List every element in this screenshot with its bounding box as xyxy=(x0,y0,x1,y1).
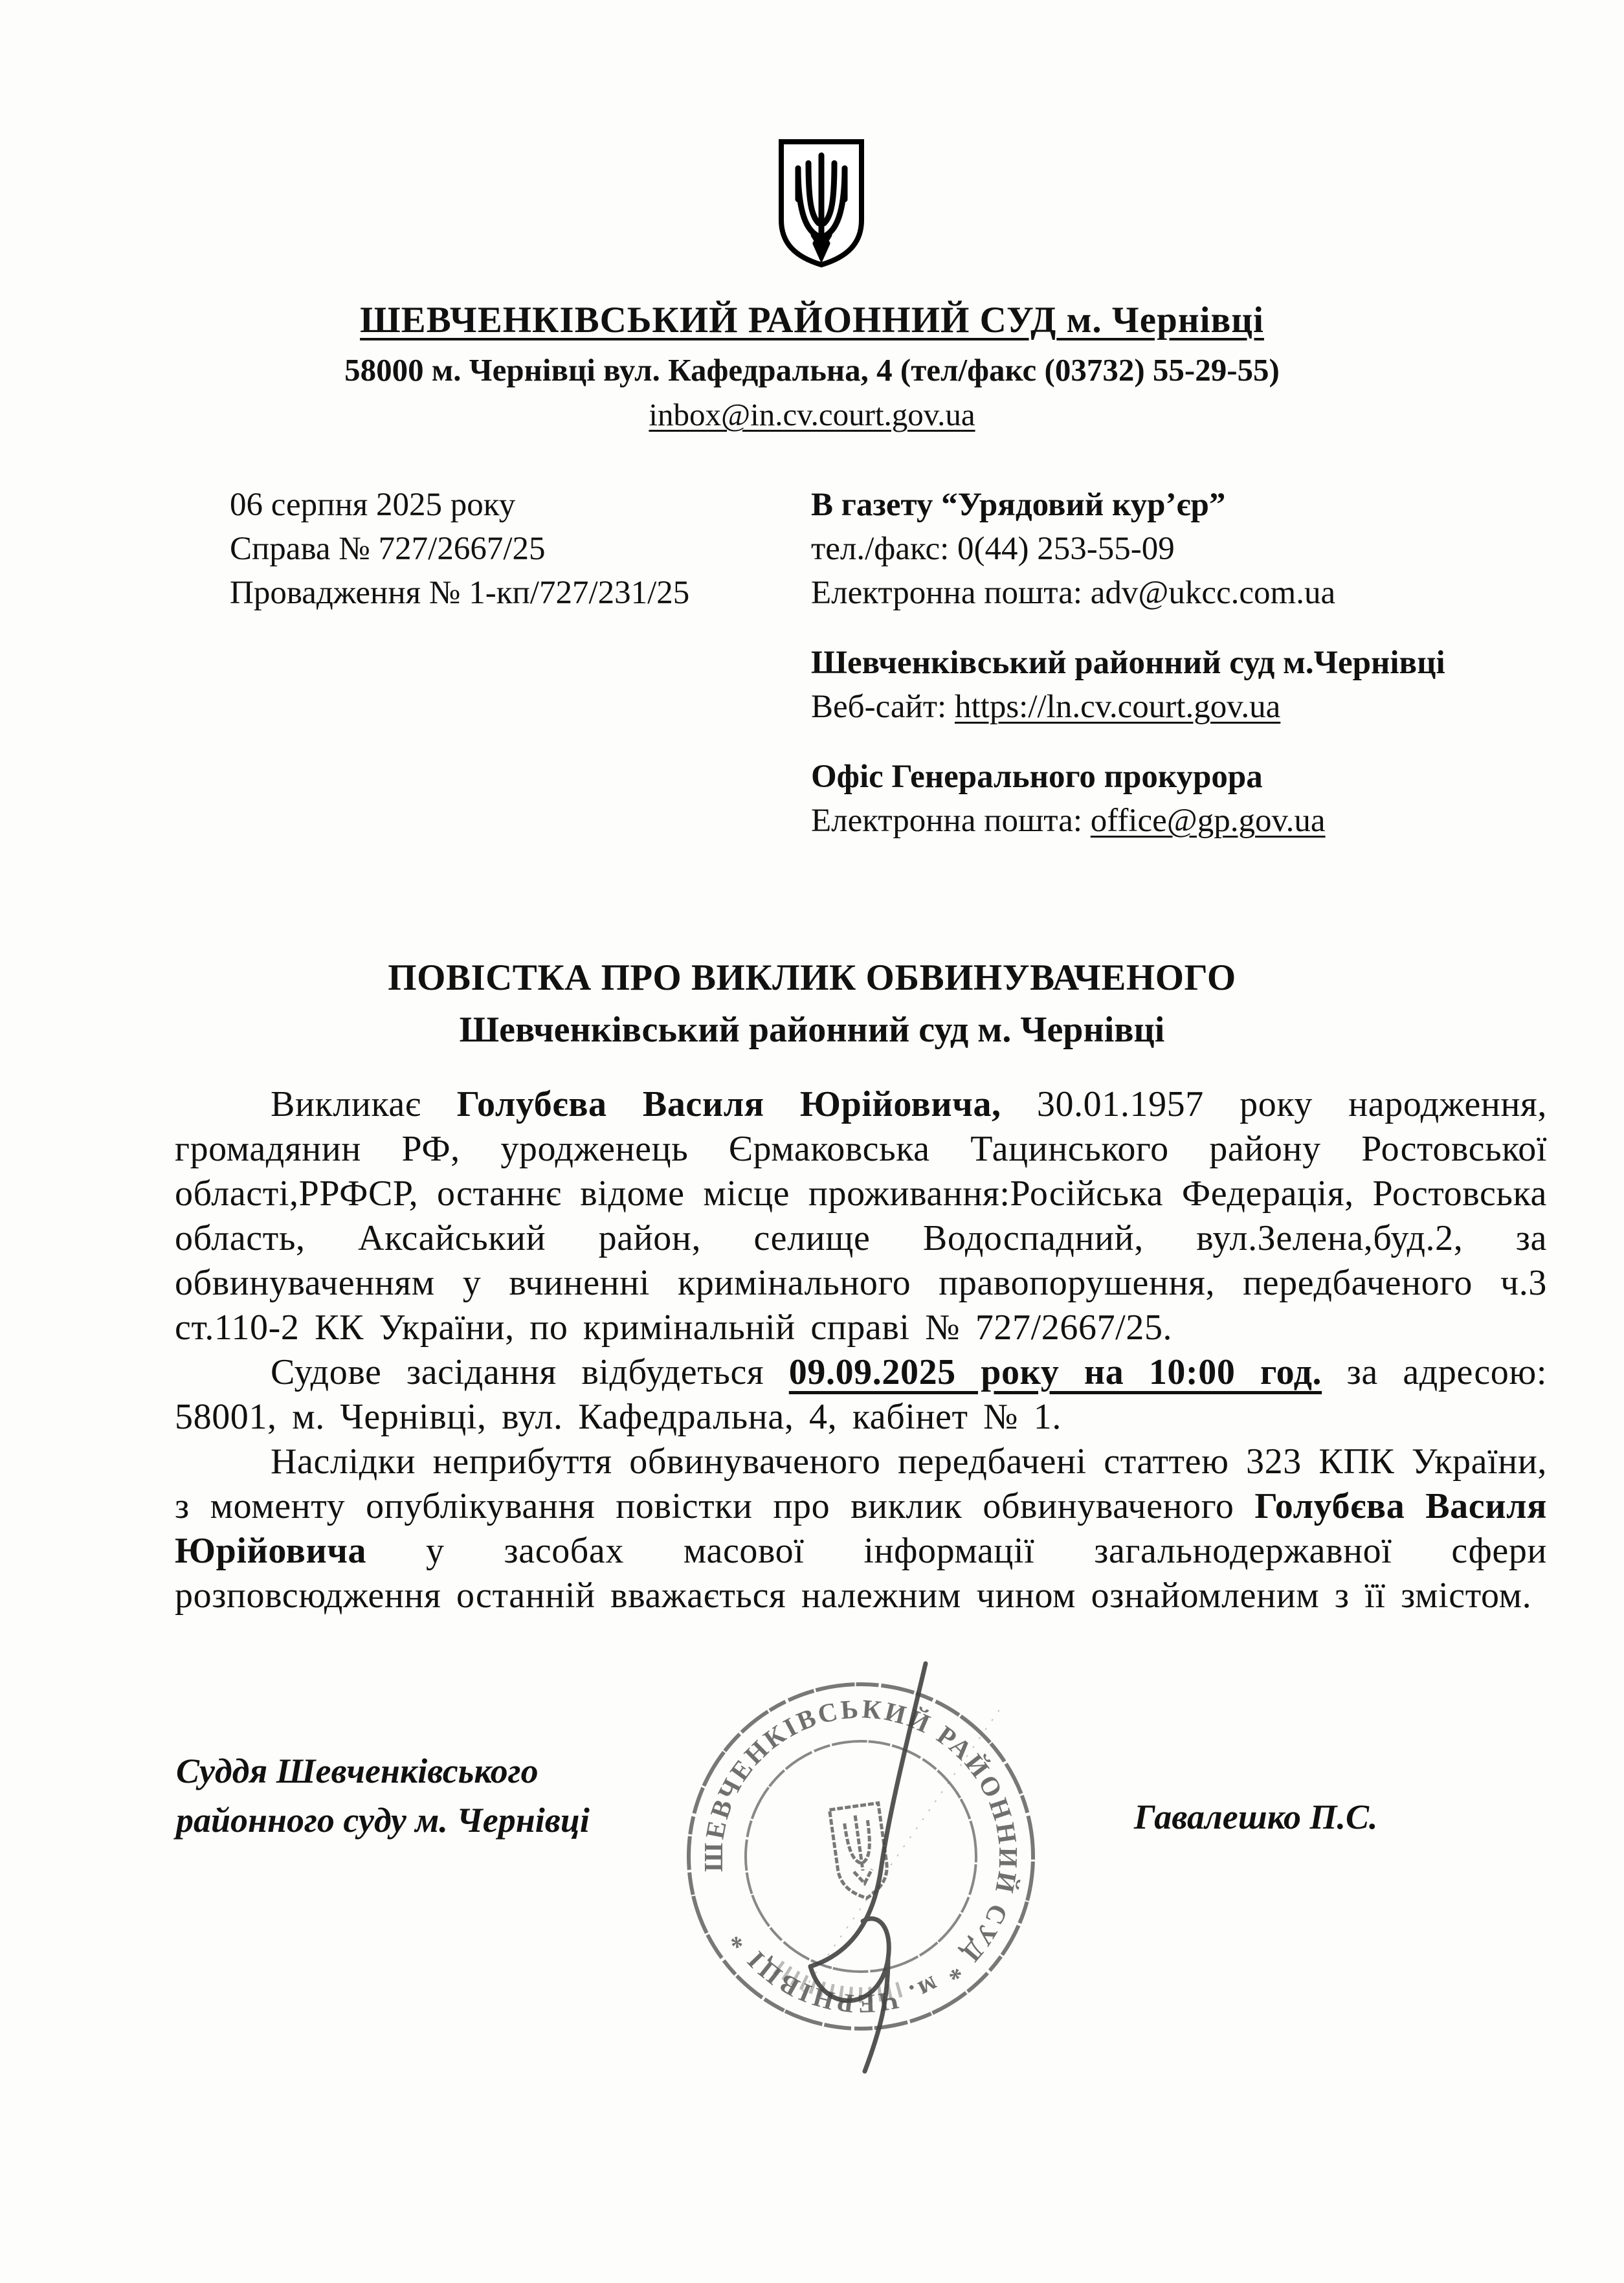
p1-rest: 30.01.1957 року народження, громадянин РФ, уродженець Єрмаковська Тацинського району Ростовської області,РРФСР, останнє відоме місце проживання:Російська Федерація, Ростовська область, Аксайський район, селище Водоспадний, вул.Зелена,буд.2, за обвинуваченням у вчиненні кримінального правопорушення, передбаченого ч.3 ст.110-2 КК України, по кримінальній справі № 727/2667/25. xyxy=(175,1084,1547,1348)
letterhead xyxy=(0,299,1624,433)
judge-role-block xyxy=(176,1746,590,1845)
summons-body xyxy=(175,1082,1547,1618)
p2-lead: Судове засідання відбудеться xyxy=(271,1352,789,1392)
judge-name: Гавалешко П.С. xyxy=(1134,1798,1378,1836)
court-name: ШЕВЧЕНКІВСЬКИЙ РАЙОННИЙ СУД xyxy=(360,300,1057,340)
accused-name: Голубєва Василя Юрійовича, xyxy=(456,1084,1001,1124)
recipient-newspaper-email-line xyxy=(811,571,1445,615)
recipient-newspaper-title: В газету “Урядовий кур’єр” xyxy=(811,487,1226,523)
letterhead-address: 58000 м. Чернівці вул. Кафедральна, 4 (тел/факс (03732) 55-29-55) xyxy=(344,352,1280,388)
recipient-court xyxy=(811,641,1445,729)
document-title: ПОВІСТКА ПРО ВИКЛИК ОБВИНУВАЧЕНОГО xyxy=(388,957,1236,998)
coat-of-arms-icon xyxy=(776,137,867,269)
case-number: Справа № 727/2667/25 xyxy=(230,531,546,567)
document-date: 06 серпня 2025 року xyxy=(230,487,516,523)
proceeding-number: Провадження № 1-кп/727/231/25 xyxy=(230,575,690,611)
court-website-url: https://ln.cv.court.gov.ua xyxy=(954,689,1281,725)
letterhead-email xyxy=(0,396,1624,433)
newspaper-email: adv@ukcc.com.ua xyxy=(1090,575,1336,611)
letterhead-court-line xyxy=(0,299,1624,341)
case-meta-block xyxy=(230,483,689,615)
hearing-datetime: 09.09.2025 року на 10:00 год. xyxy=(788,1352,1322,1392)
recipient-court-site-line xyxy=(811,685,1445,729)
prosecutor-email: office@gp.gov.ua xyxy=(1090,803,1326,839)
letterhead-email-text: inbox@in.cv.court.gov.ua xyxy=(649,397,975,432)
court-seal-stamp xyxy=(665,1654,1074,2092)
paragraph-summons xyxy=(175,1082,1547,1350)
recipient-prosecutor-email-line xyxy=(811,799,1445,843)
paragraph-hearing xyxy=(175,1350,1547,1440)
document-title-block xyxy=(0,957,1624,1051)
recipients-column xyxy=(811,483,1445,843)
p1-lead: Викликає xyxy=(271,1084,457,1124)
email-label: Електронна пошта: xyxy=(811,803,1091,839)
recipient-prosecutor xyxy=(811,755,1445,843)
p3-lead: Наслідки неприбуття обвинуваченого передбачені статтею 323 КПК України, з моменту опублікування повістки про виклик обвинуваченого xyxy=(175,1442,1547,1526)
website-label: Веб-сайт: xyxy=(811,689,955,725)
recipient-prosecutor-title: Офіс Генерального прокурора xyxy=(811,759,1263,795)
document-subtitle: Шевченківський районний суд м. Чернівці xyxy=(459,1010,1165,1050)
p3-rest: у засобах масової інформації загальнодержавної сфери розповсюдження останній вважається належним чином ознайомленим з її змістом. xyxy=(175,1531,1547,1616)
recipient-newspaper xyxy=(811,483,1445,615)
paragraph-consequences xyxy=(175,1440,1547,1618)
seal-ring-text: ШЕВЧЕНКІВСЬКИЙ РАЙОННИЙ СУД * м. ЧЕРНІВЦІ * xyxy=(698,1693,1024,2020)
judge-role-line2: районного суду м. Чернівці xyxy=(176,1801,590,1840)
recipient-newspaper-phone: тел./факс: 0(44) 253-55-09 xyxy=(811,531,1175,567)
p2-rest: за адресою: 58001, м. Чернівці, вул. Кафедральна, 4, кабінет № 1. xyxy=(175,1352,1547,1437)
court-city: м. Чернівці xyxy=(1056,300,1264,340)
recipient-court-title: Шевченківський районний суд м.Чернівці xyxy=(811,645,1445,681)
judge-role-line1: Суддя Шевченківського xyxy=(176,1752,539,1790)
email-label: Електронна пошта: xyxy=(811,575,1091,611)
accused-name-repeat: Голубєва Василя Юрійовича xyxy=(175,1486,1547,1571)
